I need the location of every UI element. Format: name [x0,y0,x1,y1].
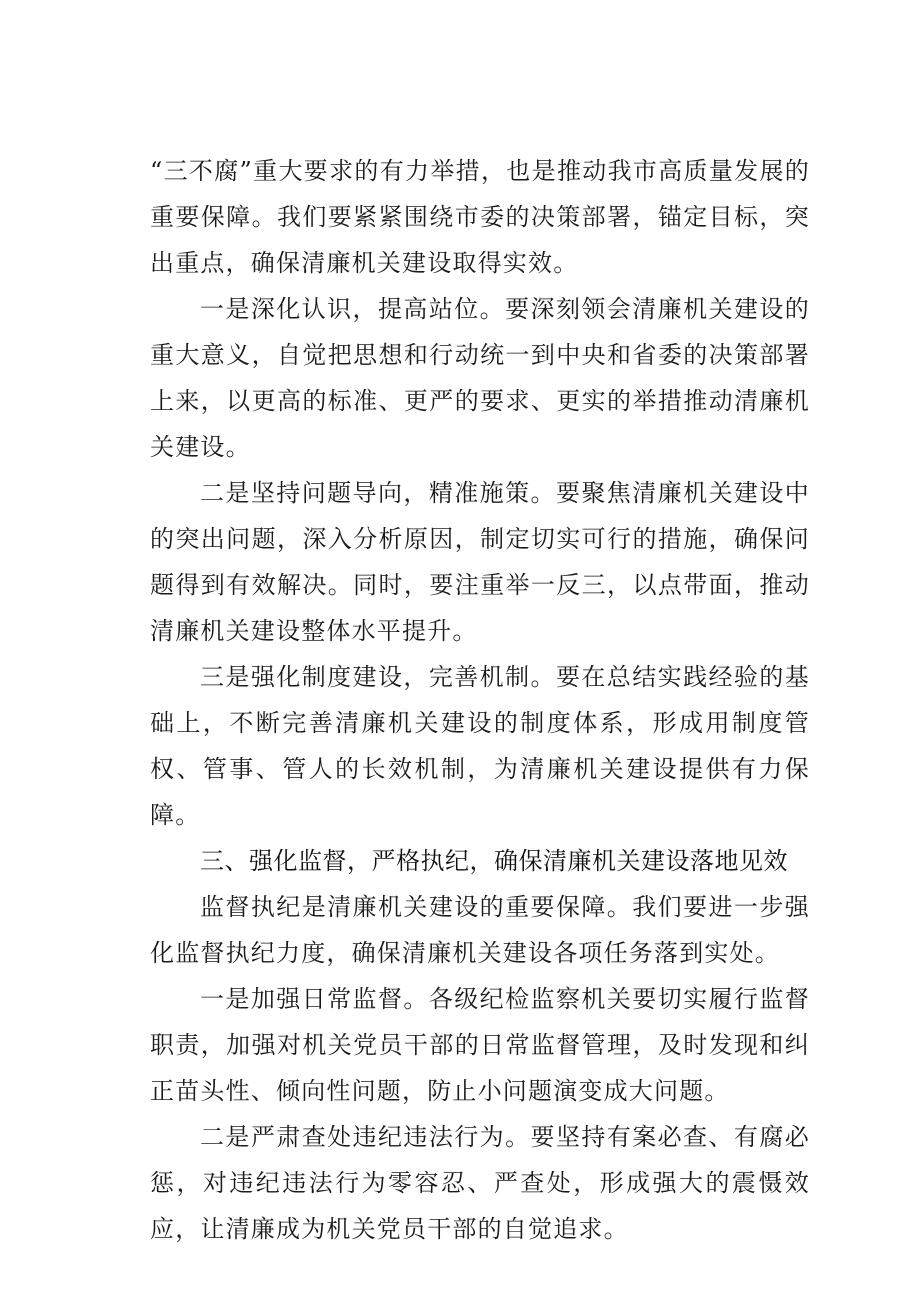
paragraph-daily-supervision: 一是加强日常监督。各级纪检监察机关要切实履行监督职责，加强对机关党员干部的日常监督管理，及时发现和纠正苗头性、倾向性问题，防止小问题演变成大问题。 [150,985,810,1105]
section-heading-three: 三、强化监督，严格执纪，确保清廉机关建设落地见效 [200,847,788,875]
paragraph-supervision-intro: 监督执纪是清廉机关建设的重要保障。我们要进一步强化监督执纪力度，确保清廉机关建设各项任务落到实处。 [150,893,810,967]
paragraph-point-one-awareness: 一是深化认识，提高站位。要深刻领会清廉机关建设的重大意义，自觉把思想和行动统一到中央和省委的决策部署上来，以更高的标准、更严的要求、更实的举措推动清廉机关建设。 [150,295,810,461]
paragraph-investigate-violations: 二是严肃查处违纪违法行为。要坚持有案必查、有腐必惩，对违纪违法行为零容忍、严查处，形成强大的震慑效应，让清廉成为机关党员干部的自觉追求。 [150,1123,810,1243]
paragraph-point-three-system: 三是强化制度建设，完善机制。要在总结实践经验的基础上，不断完善清廉机关建设的制度体系，形成用制度管权、管事、管人的长效机制，为清廉机关建设提供有力保障。 [150,663,810,829]
paragraph-point-two-problems: 二是坚持问题导向，精准施策。要聚焦清廉机关建设中的突出问题，深入分析原因，制定切实可行的措施，确保问题得到有效解决。同时，要注重举一反三，以点带面，推动清廉机关建设整体水平提升。 [150,479,810,645]
paragraph-continuation: “三不腐”重大要求的有力举措，也是推动我市高质量发展的重要保障。我们要紧紧围绕市委的决策部署，锚定目标，突出重点，确保清廉机关建设取得实效。 [150,157,810,277]
document-body [150,148,810,1252]
